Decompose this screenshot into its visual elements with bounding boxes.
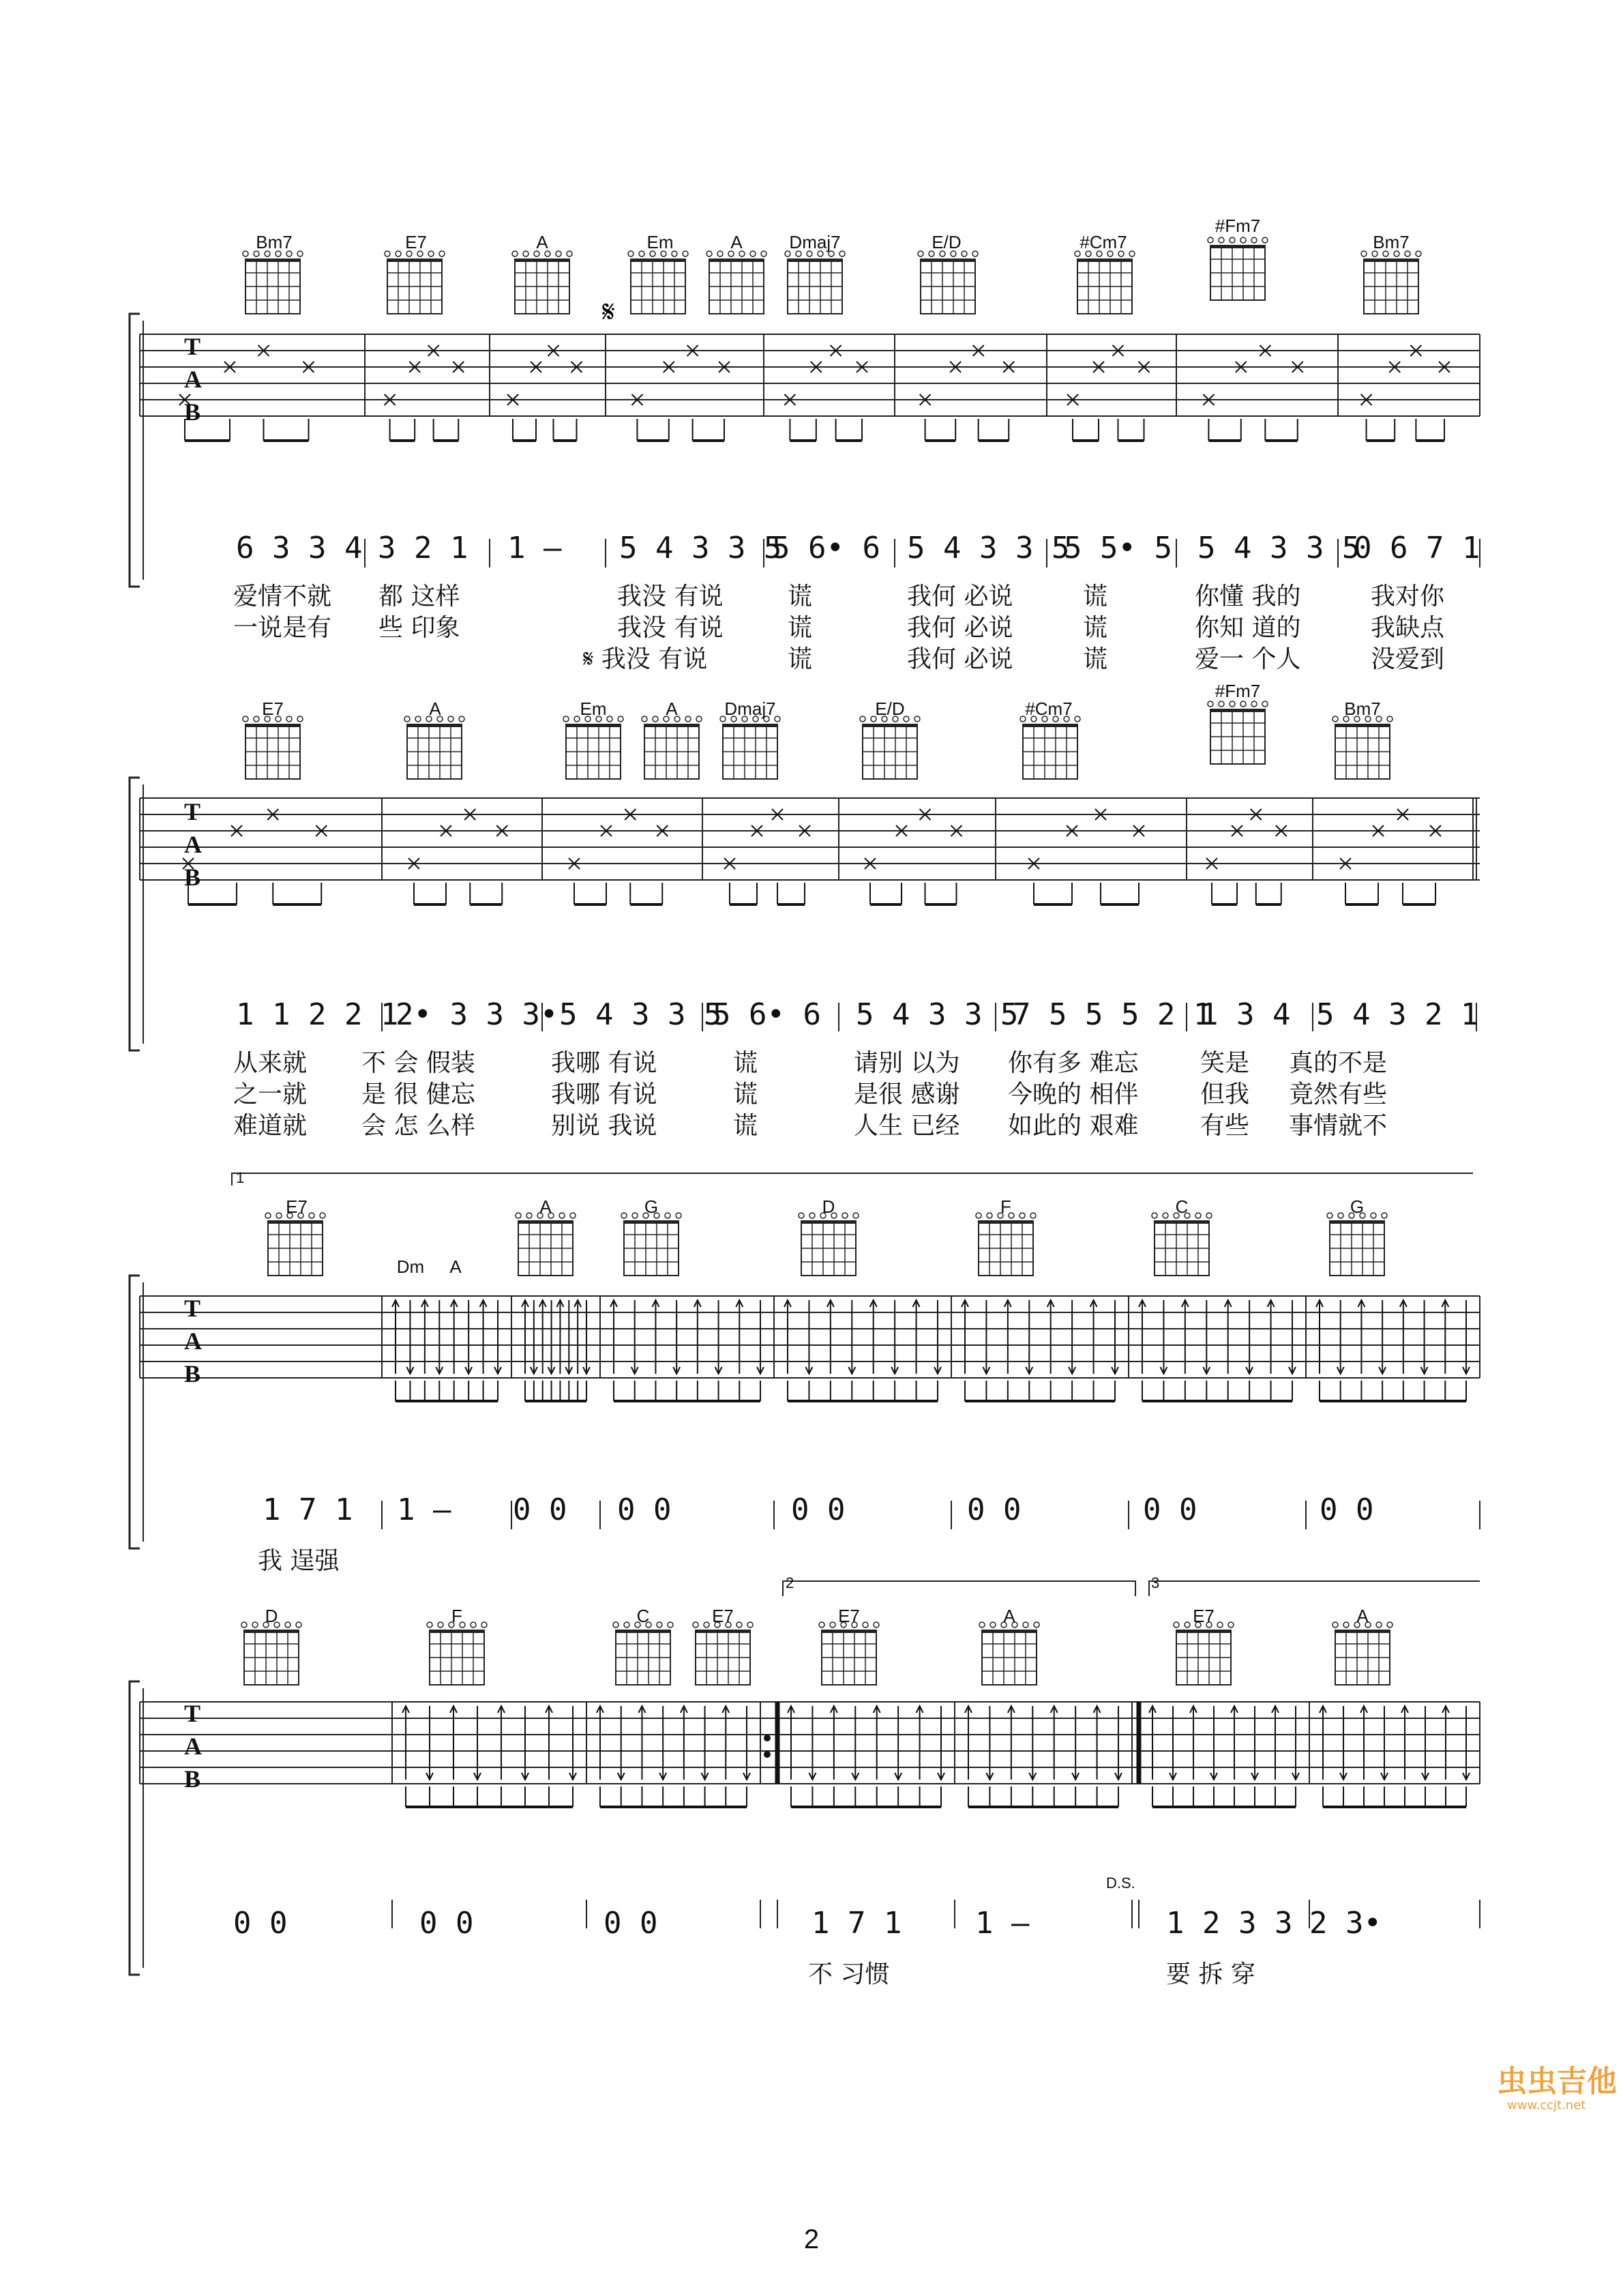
chord-name: Bm7 [1344,698,1381,719]
open-string-marker [385,251,390,256]
chord-name: A [449,1256,462,1277]
tab-letter: T [184,1700,201,1727]
open-string-marker [1361,251,1367,256]
open-string-marker [747,1622,753,1628]
lyric: 之一就 [233,1080,308,1108]
notation-measure: 1 3 4 [1200,997,1291,1032]
open-string-marker [481,1622,487,1628]
open-string-marker [607,716,612,722]
open-string-marker [526,1213,532,1218]
open-string-marker [809,1213,815,1218]
lyric: 我缺点 [1371,614,1445,642]
open-string-marker [297,716,303,722]
notation-measure: 5 5• 5 [1064,531,1172,565]
open-string-marker [1251,237,1257,243]
segno-mark: 𝄋 [602,295,615,329]
lyric: 我没 有说 [617,583,724,610]
lyric: 我何 必说 [907,614,1013,642]
open-string-marker [704,1622,709,1628]
notation-measure: 1 2 3 3 [1166,1906,1293,1941]
open-string-marker [459,716,464,722]
open-string-marker [243,716,248,722]
open-string-marker [286,716,292,722]
lyric: 你懂 我的 [1195,583,1301,610]
open-string-marker [523,251,528,256]
notation-measure: 1 – [397,1492,451,1527]
open-string-marker [1208,701,1213,707]
chord-name: E7 [712,1606,734,1626]
open-string-marker [1019,1213,1025,1218]
chord-name: #Fm7 [1215,216,1261,236]
notation-measure: 1 7 1 [812,1906,902,1941]
open-string-marker [1152,1213,1157,1218]
chord-name: #Cm7 [1079,232,1127,252]
open-string-marker [567,251,572,256]
open-string-marker [563,716,569,722]
open-string-marker [962,251,967,256]
chord-name: Bm7 [256,232,293,252]
system-2-lyrics [233,1049,1387,1140]
lyric: 别说 我说 [551,1112,657,1140]
tab-letter: A [184,1733,202,1760]
chord-name: E/D [932,232,962,252]
open-string-marker [1338,1213,1343,1218]
volta-label: 2 [786,1574,794,1591]
notation-measure: 0 6 7 1 [1354,531,1480,565]
notation-measure: 0 0 [1320,1492,1374,1527]
chord-name: E/D [875,698,905,719]
open-string-marker [653,716,658,722]
notation-measure: 1 – [507,531,562,565]
open-string-marker [320,1213,325,1218]
lyric: 我何 必说 [907,583,1013,610]
chord-name: C [1175,1196,1189,1217]
open-string-marker [863,1622,868,1628]
lyric: 谎 [1083,614,1108,642]
tab-letter: B [184,1765,201,1793]
lyric: 我 逞强 [258,1547,340,1575]
chord-name: A [539,1196,552,1217]
open-string-marker [1230,237,1235,243]
open-string-marker [736,1622,742,1628]
chord-name: #Fm7 [1215,681,1261,701]
lyric: 谎 [1083,645,1108,673]
system-brace [130,778,140,1050]
system-2-notation [236,997,1478,1032]
open-string-marker [1240,701,1246,707]
open-string-marker [448,716,453,722]
system-3-notation [263,1492,1373,1527]
open-string-marker [296,1622,301,1628]
chord-name: A [1356,1606,1369,1626]
lyric: 人生 已经 [854,1112,960,1140]
tab-letter: B [184,864,201,891]
notation-measure: 2• 3 3 3• [396,997,559,1032]
open-string-marker [693,1622,698,1628]
open-string-marker [1327,1213,1332,1218]
chord-name: C [636,1606,650,1626]
open-string-marker [1023,1622,1028,1628]
watermark-logo [1497,2064,1617,2113]
system-4-notation [233,1906,1382,1941]
chord-diagrams [241,237,1421,1685]
open-string-marker [979,1622,985,1628]
open-string-marker [860,716,865,722]
open-string-marker [1251,701,1257,707]
open-string-marker [639,251,644,256]
open-string-marker [632,1213,638,1218]
notation-measure: 5 6• 6 [772,531,880,565]
open-string-marker [628,251,634,256]
open-string-marker [1030,1213,1036,1218]
open-string-marker [830,1622,835,1628]
open-string-marker [471,1622,476,1628]
open-string-marker [706,251,712,256]
open-string-marker [1174,1622,1179,1628]
open-string-marker [438,1622,443,1628]
lyric: 如此的 艰难 [1008,1112,1139,1140]
lyric: 谎 [788,583,813,610]
volta-label: 3 [1151,1574,1160,1591]
open-string-marker [761,251,766,256]
chord-name: Em [646,232,674,252]
repeat-dot [764,1751,771,1758]
notation-measure: 0 0 [791,1492,846,1527]
notation-measure: 7 5 5 5 2 1 [1013,997,1212,1032]
open-string-marker [665,1213,670,1218]
open-string-marker [1129,251,1135,256]
chord-name: A [730,232,743,252]
open-string-marker [1387,716,1393,722]
open-string-marker [1228,1622,1234,1628]
open-string-marker [1034,1622,1039,1628]
lyric: 我哪 有说 [551,1049,657,1077]
system-3-chords [286,1196,1364,1277]
open-string-marker [556,251,561,256]
system-brace [130,314,140,587]
chord-name: D [822,1196,835,1217]
chord-name: Dmaj7 [724,698,776,719]
open-string-marker [516,1213,521,1218]
open-string-marker [990,1622,996,1628]
lyric: 但我 [1200,1080,1250,1108]
lyric: 一说是有 [233,614,332,642]
notation-measure: 1 1 2 2 1 [236,997,399,1032]
lyric: 谎 [788,614,813,642]
tab-clefs [184,333,202,1793]
volta-bracket [232,1173,1473,1186]
lyric: 你有多 难忘 [1008,1049,1139,1077]
open-string-marker [1208,237,1213,243]
chord-name: D [265,1606,278,1626]
chord-name: E7 [838,1606,860,1626]
open-string-marker [309,1213,314,1218]
volta-bracket [783,1581,1135,1596]
lyric: 不 会 假装 [361,1049,475,1077]
open-string-marker [972,251,978,256]
lyric: 今晚的 相伴 [1008,1080,1139,1108]
lyric: 是很 感谢 [854,1080,960,1108]
lyric: 些 印象 [378,614,460,642]
open-string-marker [799,1213,804,1218]
open-string-marker [976,1213,981,1218]
chord-name: G [644,1196,659,1217]
system-brace [130,1276,140,1548]
open-string-marker [1416,251,1421,256]
chord-name: F [1000,1196,1011,1217]
open-string-marker [717,251,723,256]
open-string-marker [428,251,434,256]
chord-name: G [1350,1196,1365,1217]
notation-measure: 1 – [975,1906,1030,1941]
system-4-chords [265,1606,1369,1626]
open-string-marker [265,1213,271,1218]
open-string-marker [1075,716,1080,722]
open-string-marker [685,716,691,722]
chord-name: E7 [1193,1606,1215,1626]
chord-name: #Cm7 [1025,698,1073,719]
notation-measure: 3 2 1 [378,531,468,565]
open-string-marker [276,1213,282,1218]
lyric: 我没 有说 [617,614,724,642]
open-string-marker [1219,701,1224,707]
open-string-marker [252,1622,258,1628]
page-number: 2 [803,2224,820,2254]
tab-letter: A [184,831,202,858]
volta-label: 1 [236,1169,245,1186]
notation-measure: 5 4 3 3 5 [559,997,722,1032]
lyric: 都 这样 [378,583,460,610]
chord-name: Dmaj7 [789,232,841,252]
open-string-marker [642,716,647,722]
open-string-marker [243,251,248,256]
open-string-marker [254,716,259,722]
lyric: 爱一 个人 [1195,645,1301,673]
open-string-marker [621,1213,627,1218]
notation-measure: 2 3• [1309,1906,1382,1941]
lyric: 没爱到 [1371,645,1445,673]
open-string-marker [676,1213,681,1218]
notation-measure: 1 7 1 [263,1492,353,1527]
open-string-marker [512,251,518,256]
tab-letter: T [184,333,201,360]
system-1-notation [236,531,1480,565]
volta-bracket [1149,1581,1480,1596]
open-string-marker [1195,1213,1201,1218]
lyric: 有些 [1200,1112,1250,1140]
chord-name: A [1003,1606,1015,1626]
open-string-marker [1163,1213,1168,1218]
open-string-marker [297,251,303,256]
system-2-chords [262,681,1381,719]
lyric: 要 拆 穿 [1166,1960,1255,1988]
notation-measure: 5 4 3 3 5 [1197,531,1360,565]
open-string-marker [1230,701,1235,707]
notation-measure: 5 6• 6 [713,997,821,1032]
chord-name: A [666,698,678,719]
open-string-marker [570,1213,576,1218]
notation-measure: 5 4 3 3 5 [907,531,1070,565]
chord-name: E7 [286,1196,308,1217]
notation-measure: 0 0 [1143,1492,1197,1527]
notation-measure: 0 0 [617,1492,672,1527]
open-string-marker [874,1622,879,1628]
open-string-marker [914,716,920,722]
lyric: 我对你 [1371,583,1445,610]
open-string-marker [559,1213,565,1218]
lyric: 事情就不 [1289,1112,1388,1140]
open-string-marker [819,1622,824,1628]
open-string-marker [1376,1622,1382,1628]
open-string-marker [842,1213,848,1218]
open-string-marker [1387,1622,1393,1628]
open-string-marker [439,251,445,256]
chord-name: A [536,232,548,252]
open-string-marker [624,1622,629,1628]
open-string-marker [574,716,580,722]
lyric: 谎 [733,1049,758,1077]
system-brace [130,1681,140,1975]
chord-name: E7 [405,232,427,252]
watermark-url: www.ccjt.net [1507,2098,1586,2113]
system-1-lyrics [233,583,1445,673]
open-string-marker [1240,237,1246,243]
lyric: 谎 [733,1112,758,1140]
open-string-marker [683,251,688,256]
notation-measure: 0 0 [967,1492,1022,1527]
lyric: 真的不是 [1289,1049,1388,1077]
tab-letter: B [184,1360,201,1387]
notation-measure: 6 3 3 4 [236,531,363,565]
lyric: 请别 以为 [854,1049,960,1077]
chord-name: Dm [396,1256,425,1277]
open-string-marker [750,251,756,256]
lyric: 你知 道的 [1195,614,1301,642]
open-string-marker [657,1622,662,1628]
lyric: 谎 [788,645,813,673]
notation-measure: 0 0 [419,1906,474,1941]
lyric: 谎 [1083,583,1108,610]
notation-measure: 0 0 [604,1906,658,1941]
open-string-marker [1219,237,1224,243]
open-string-marker [1332,1622,1338,1628]
tab-letter: A [184,1327,202,1355]
open-string-marker [415,716,421,722]
open-string-marker [853,1213,859,1218]
open-string-marker [1185,1622,1190,1628]
open-string-marker [1206,1213,1212,1218]
open-string-marker [396,251,401,256]
notation-measure: 0 0 [513,1492,567,1527]
lyric: 会 怎 么样 [361,1112,475,1140]
open-string-marker [241,1622,247,1628]
open-string-marker [285,1622,291,1628]
lyric: 𝄋 我没 有说 [583,645,708,673]
repeat-dot [764,1735,771,1741]
chord-name: A [429,698,441,719]
notation-measure: 0 0 [233,1906,288,1941]
notation-measure: 5 4 3 2 1 [1316,997,1479,1032]
ds-mark: D.S. [1106,1874,1135,1892]
open-string-marker [613,1622,619,1628]
open-string-marker [1217,1622,1223,1628]
watermark-text: 虫虫吉他 [1497,2064,1617,2099]
open-string-marker [1371,1213,1376,1218]
lyric: 谎 [733,1080,758,1108]
open-string-marker [404,716,410,722]
tab-letter: B [184,398,201,426]
lyric: 从来就 [233,1049,308,1077]
open-string-marker [1332,716,1338,722]
open-string-marker [1262,701,1268,707]
lyric: 我何 必说 [907,645,1013,673]
notation-measure: 5 4 3 3 5 [856,997,1019,1032]
lyric: 竟然有些 [1289,1080,1388,1108]
open-string-marker [1382,1213,1387,1218]
chord-name: E7 [262,698,284,719]
open-string-marker [1262,237,1268,243]
lyric: 爱情不就 [233,583,332,610]
lyric: 我哪 有说 [551,1080,657,1108]
lyric: 笑是 [1200,1049,1250,1077]
open-string-marker [1343,1622,1349,1628]
tab-letter: A [184,366,202,393]
chord-name: Em [580,698,607,719]
lyric: 是 很 健忘 [361,1080,475,1108]
lyric: 难道就 [233,1112,308,1140]
open-string-marker [987,1213,992,1218]
open-string-marker [618,716,623,722]
chord-name: F [451,1606,462,1626]
open-string-marker [696,716,702,722]
tab-letter: T [184,798,201,825]
notation-measure: 5 4 3 3 5 [619,531,782,565]
open-string-marker [668,1622,673,1628]
open-string-marker [918,251,923,256]
tab-letter: T [184,1295,201,1322]
open-string-marker [427,1622,432,1628]
chord-name: Bm7 [1373,232,1410,252]
lyric: 不 习惯 [808,1960,890,1988]
